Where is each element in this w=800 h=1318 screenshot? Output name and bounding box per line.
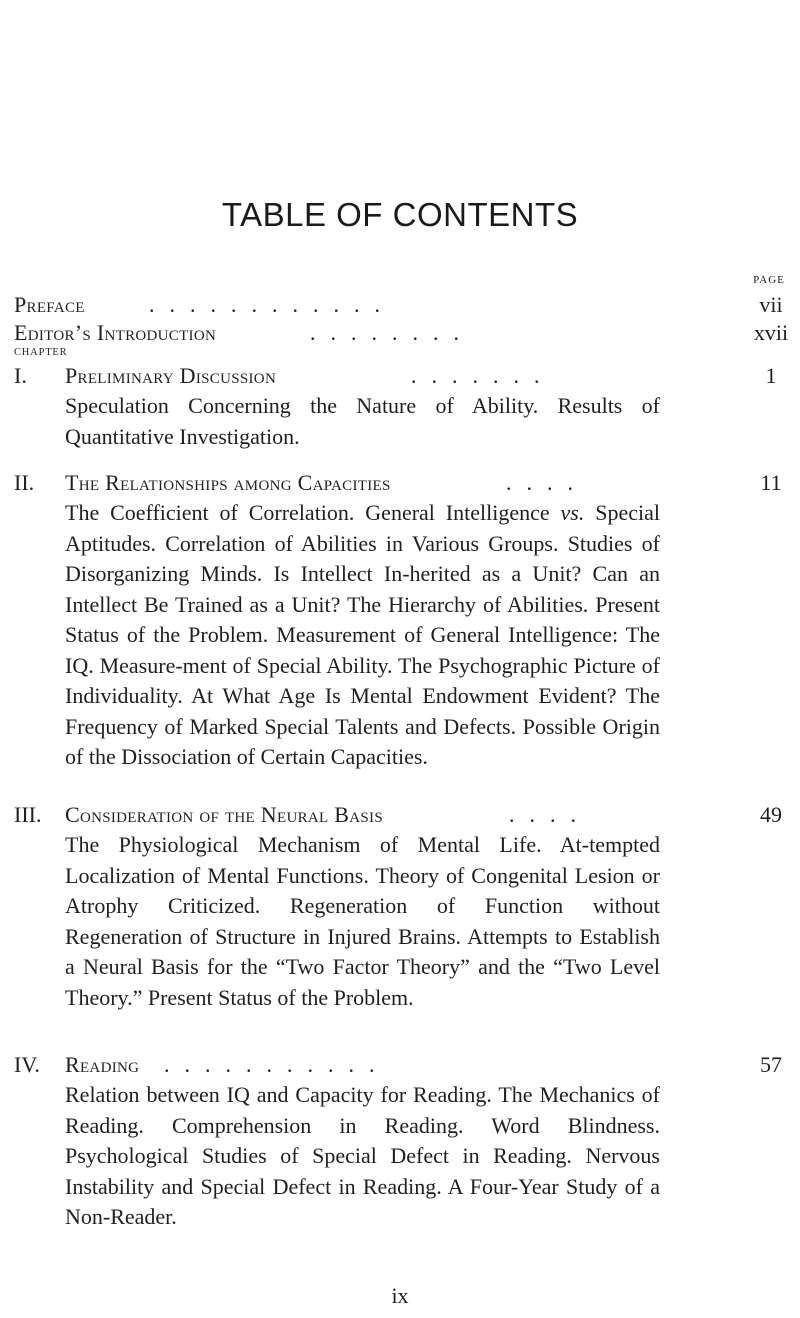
chapter-title: Consideration of the Neural Basis xyxy=(65,802,383,827)
description-text: The Coefficient of Correlation. General Intelligence xyxy=(65,500,550,525)
chapter-number: II. xyxy=(14,470,35,495)
page-title: TABLE OF CONTENTS xyxy=(221,196,579,233)
description-italic-text: vs. xyxy=(560,500,585,525)
leader-dots: ........... xyxy=(164,1052,390,1077)
toc-entry-page: vii xyxy=(759,292,783,317)
leader-dots: ............ xyxy=(149,292,395,317)
chapter-description: The Physiological Mechanism of Mental Life. At-tempted Localization of Mental Functions. Theory of Congenital Lesion or Atrophy Criticized. Regeneration of Function without Regeneration of Structure in Injured Brains. Attempts to Establish a Neural Basis for the “Two Factor Theory” and the “Two Level Theory.” Present Status of the Problem. xyxy=(65,832,660,1010)
page-column-label: PAGE xyxy=(753,274,785,286)
leader-dots: .... xyxy=(506,470,588,495)
toc-entry-page: xvii xyxy=(753,320,789,345)
page-folio: ix xyxy=(391,1283,409,1308)
toc-entry-chapter-2[interactable] xyxy=(14,468,794,498)
toc-entry-chapter-4[interactable] xyxy=(14,1050,794,1080)
toc-entry-editors-introduction[interactable] xyxy=(14,318,794,348)
chapter-title: Reading xyxy=(65,1052,140,1077)
chapter-page: 11 xyxy=(760,470,782,495)
toc-entry-preface[interactable] xyxy=(14,290,794,320)
toc-entry-title: Editor’s Introduction xyxy=(14,320,217,345)
leader-dots: .... xyxy=(509,802,591,827)
chapter-page: 49 xyxy=(760,802,782,827)
chapter-number: I. xyxy=(14,363,27,388)
chapter-page: 1 xyxy=(765,363,777,388)
chapter-description: Relation between IQ and Capacity for Reading. The Mechanics of Reading. Comprehension in Reading. Word Blindness. Psychological Studies of Special Defect in Reading. Nervous Instability and Special Defect in Reading. A Four-Year Study of a Non-Reader. xyxy=(65,1082,660,1229)
description-text: Special Aptitudes. Correlation of Abilities in Various Groups. Studies of Disorganizing Minds. Is Intellect In-herited as a Unit? Can an Intellect Be Trained as a Unit? The Hierarchy of Abilities. Present Status of the Problem. Measurement of General Intelligence: The IQ. Measure-ment of Special Ability. The Psychographic Picture of Individuality. At What Age Is Mental Endowment Evident? The Frequency of Marked Special Talents and Defects. Possible Origin of the Dissociation of Certain Capacities. xyxy=(65,500,661,769)
leader-dots: ....... xyxy=(411,363,555,388)
chapter-description xyxy=(65,498,660,773)
chapter-number: III. xyxy=(14,802,42,827)
chapter-page: 57 xyxy=(760,1052,782,1077)
chapter-column-label: CHAPTER xyxy=(14,347,68,358)
toc-entry-title: Preface xyxy=(14,292,85,317)
chapter-number: IV. xyxy=(14,1052,40,1077)
toc-entry-chapter-3[interactable] xyxy=(14,800,794,830)
toc-entry-chapter-1[interactable] xyxy=(14,361,794,391)
chapter-title: Preliminary Discussion xyxy=(65,363,277,388)
leader-dots: ........ xyxy=(310,320,474,345)
chapter-description: Speculation Concerning the Nature of Ability. Results of Quantitative Investigation. xyxy=(65,393,660,449)
chapter-title: The Relationships among Capacities xyxy=(65,470,391,495)
